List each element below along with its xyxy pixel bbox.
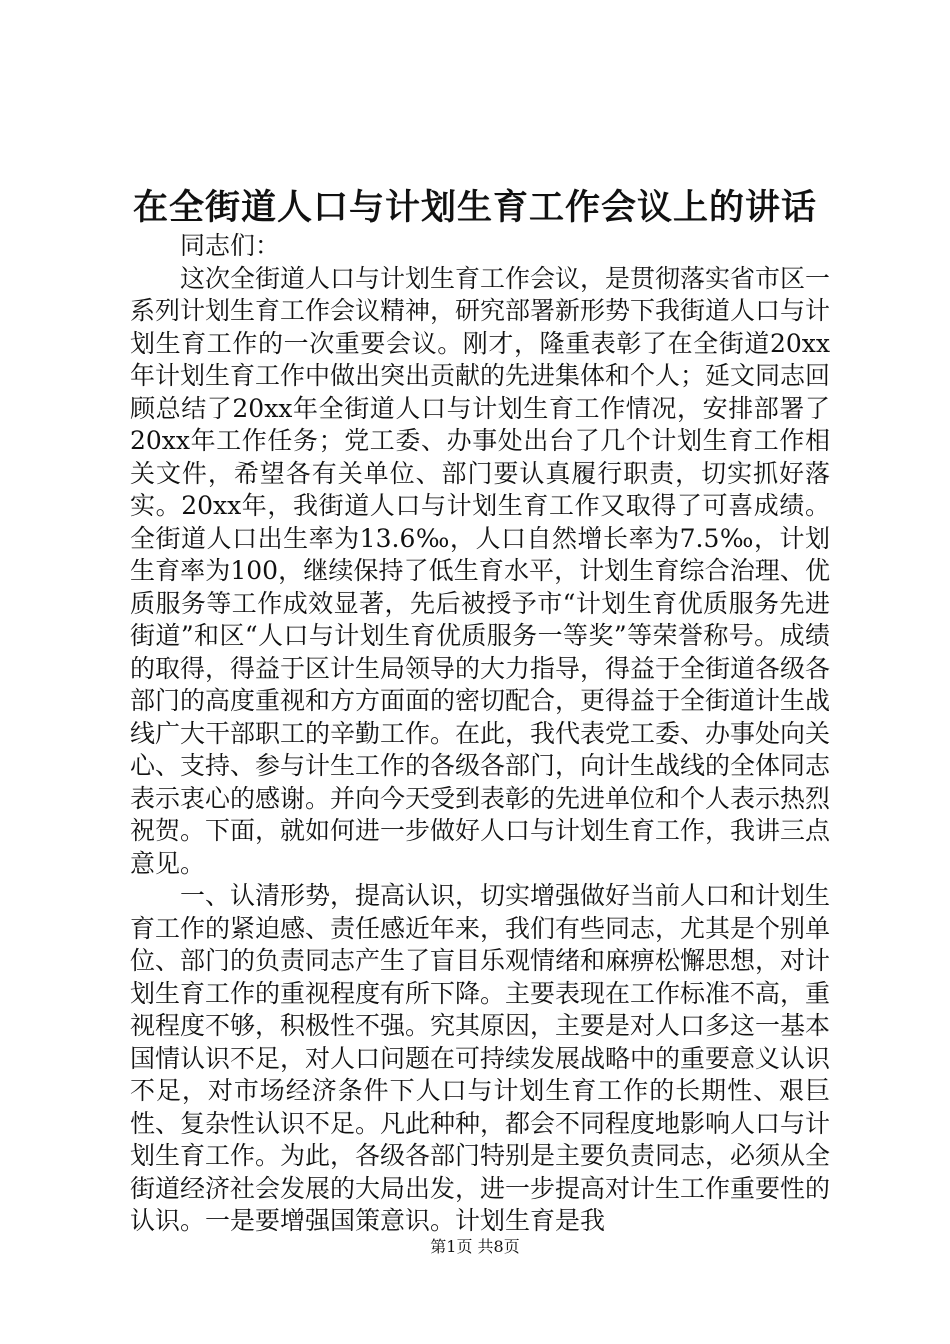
document-body <box>130 230 830 1238</box>
document-title: 在全街道人口与计划生育工作会议上的讲话 <box>132 187 817 228</box>
salutation-paragraph: 同志们： <box>180 231 281 260</box>
body-paragraph: 一、认清形势，提高认识，切实增强做好当前人口和计划生育工作的紧迫感、责任感近年来，我们有些同志，尤其是个别单位、部门的负责同志产生了盲目乐观情绪和麻痹松懈思想，对计划生育工作的重视程度有所下降。主要表现在工作标准不高，重视程度不够，积极性不强。究其原因，主要是对人口多这一基本国情认识不足，对人口问题在可持续发展战略中的重要意义认识不足，对市场经济条件下人口与计划生育工作的长期性、艰巨性、复杂性认识不足。凡此种种，都会不同程度地影响人口与计划生育工作。为此，各级各部门特别是主要负责同志，必须从全街道经济社会发展的大局出发，进一步提高对计生工作重要性的认识。一是要增强国策意识。计划生育是我 <box>130 881 831 1235</box>
body-paragraph: 这次全街道人口与计划生育工作会议，是贯彻落实省市区一系列计划生育工作会议精神，研究部署新形势下我街道人口与计划生育工作的一次重要会议。刚才，隆重表彰了在全街道20xx年计划生育工作中做出突出贡献的先进集体和个人；延文同志回顾总结了20xx年全街道人口与计划生育工作情况，安排部署了20xx年工作任务；党工委、办事处出台了几个计划生育工作相关文件，希望各有关单位、部门要认真履行职责，切实抓好落实。20xx年，我街道人口与计划生育工作又取得了可喜成绩。全街道人口出生率为13.6‰，人口自然增长率为7.5‰，计划生育率为100，继续保持了低生育水平，计划生育综合治理、优质服务等工作成效显著，先后被授予市“计划生育优质服务先进街道”和区“人口与计划生育优质服务一等奖”等荣誉称号。成绩的取得，得益于区计生局领导的大力指导，得益于全街道各级各部门的高度重视和方方面面的密切配合，更得益于全街道计生战线广大干部职工的辛勤工作。在此，我代表党工委、办事处向关心、支持、参与计生工作的各级各部门，向计生战线的全体同志表示衷心的感谢。并向今天受到表彰的先进单位和个人表示热烈祝贺。下面，就如何进一步做好人口与计划生育工作，我讲三点意见。 <box>130 263 831 878</box>
page-number-footer: 第1页 共8页 <box>430 1237 520 1256</box>
